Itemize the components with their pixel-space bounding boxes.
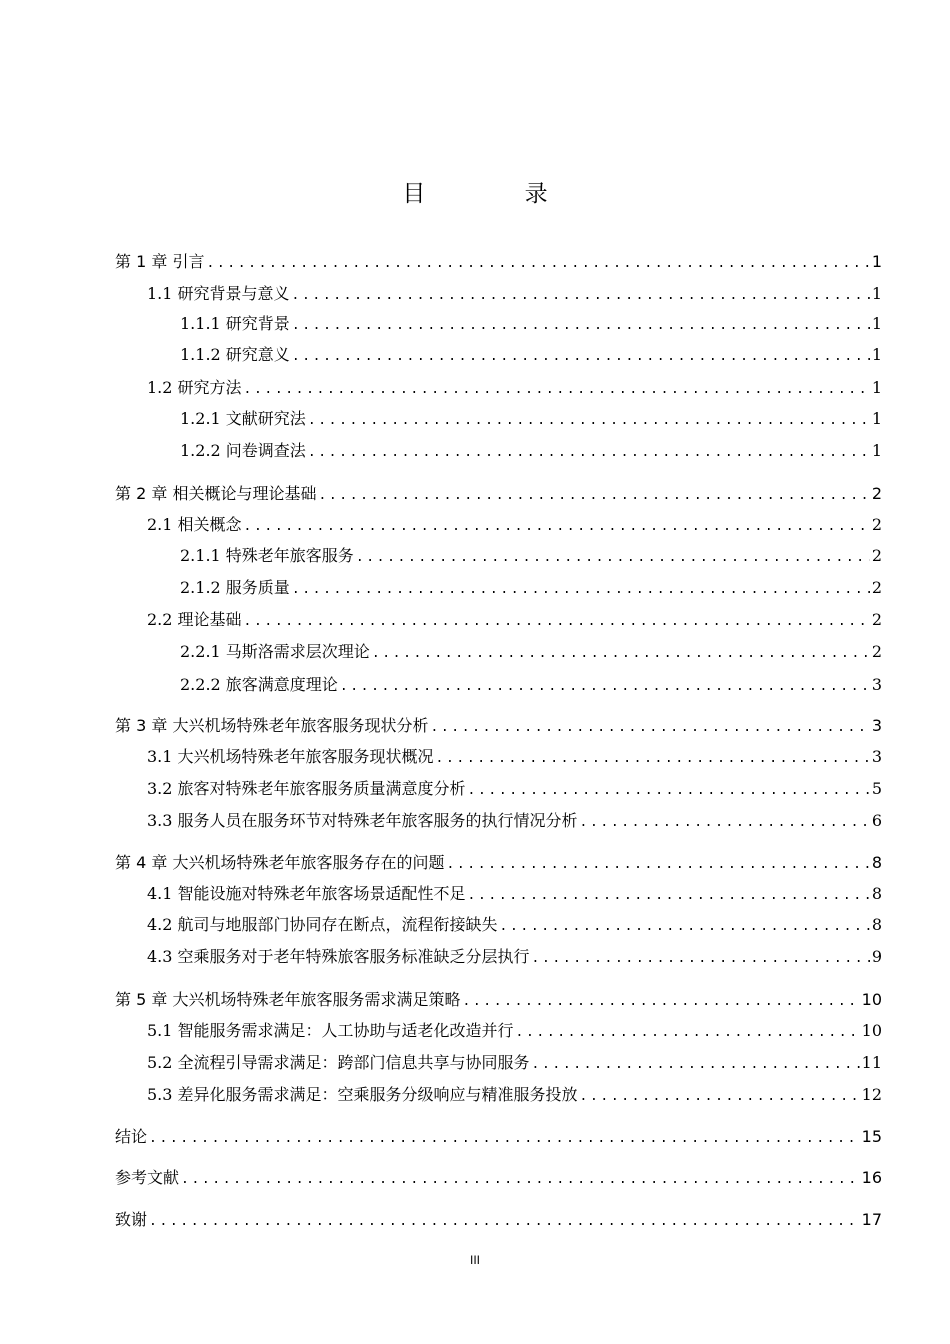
- toc-entry-page: 10: [861, 990, 882, 1009]
- toc-entry-label: 1.2.1 文献研究法: [180, 409, 306, 428]
- toc-entry-page: 3: [871, 675, 882, 694]
- toc-dot-leader: [292, 577, 870, 603]
- toc-entry-label: 3.1 大兴机场特殊老年旅客服务现状概况: [147, 747, 434, 766]
- toc-entry[interactable]: [180, 438, 882, 464]
- toc-entry[interactable]: [180, 575, 882, 601]
- toc-entry-label: 致谢: [115, 1210, 148, 1229]
- toc-entry-label: 3.2 旅客对特殊老年旅客服务质量满意度分析: [147, 779, 466, 798]
- toc-entry-label: 4.3 空乘服务对于老年特殊旅客服务标准缺乏分层执行: [147, 947, 530, 966]
- toc-entry[interactable]: [147, 808, 882, 834]
- toc-entry-label: 2.2 理论基础: [147, 610, 242, 629]
- toc-dot-leader: [244, 609, 870, 635]
- toc-entry-label: 2.1.1 特殊老年旅客服务: [180, 546, 354, 565]
- toc-dot-leader: [446, 852, 869, 878]
- toc-entry[interactable]: [147, 607, 882, 633]
- toc-entry[interactable]: [180, 672, 882, 698]
- toc-title: 目 录: [402, 181, 594, 207]
- toc-entry[interactable]: [147, 375, 882, 401]
- toc-entry[interactable]: [180, 342, 882, 368]
- toc-entry-label: 第 1 章 引言: [115, 252, 205, 271]
- toc-entry-page: 2: [871, 546, 882, 565]
- toc-entry[interactable]: [180, 311, 882, 337]
- toc-entry-page: 1: [871, 441, 882, 460]
- toc-entry[interactable]: [147, 1082, 882, 1108]
- toc-dot-leader: [292, 313, 870, 339]
- toc-entry-label: 第 4 章 大兴机场特殊老年旅客服务存在的问题: [115, 853, 445, 872]
- toc-entry[interactable]: [115, 1207, 882, 1233]
- toc-entry-label: 参考文献: [115, 1168, 180, 1187]
- toc-entry-page: 6: [871, 811, 882, 830]
- toc-entry[interactable]: [115, 1124, 882, 1150]
- toc-dot-leader: [580, 1084, 860, 1110]
- toc-dot-leader: [318, 483, 869, 509]
- toc-dot-leader: [356, 545, 870, 571]
- toc-dot-leader: [206, 251, 869, 277]
- toc-dot-leader: [516, 1020, 860, 1046]
- toc-entry-label: 5.2 全流程引导需求满足：跨部门信息共享与协同服务: [147, 1053, 530, 1072]
- toc-entry-page: 5: [871, 779, 882, 798]
- toc-entry-page: 3: [871, 716, 882, 735]
- toc-entry-page: 8: [871, 884, 882, 903]
- toc-entry-page: 1: [871, 345, 882, 364]
- toc-entry-page: 1: [871, 252, 882, 271]
- toc-entry-label: 1.2.2 问卷调查法: [180, 441, 306, 460]
- toc-entry[interactable]: [115, 713, 882, 739]
- toc-entry-page: 3: [871, 747, 882, 766]
- toc-entry-page: 11: [861, 1053, 882, 1072]
- toc-dot-leader: [436, 746, 870, 772]
- toc-dot-leader: [149, 1126, 860, 1152]
- toc-entry-page: 10: [861, 1021, 882, 1040]
- toc-entry-page: 2: [871, 642, 882, 661]
- toc-entry-label: 4.1 智能设施对特殊老年旅客场景适配性不足: [147, 884, 466, 903]
- toc-entry-label: 第 3 章 大兴机场特殊老年旅客服务现状分析: [115, 716, 429, 735]
- toc-entry[interactable]: [115, 1165, 882, 1191]
- toc-entry-page: 8: [871, 915, 882, 934]
- toc-entry[interactable]: [115, 249, 882, 275]
- toc-dot-leader: [462, 989, 859, 1015]
- toc-entry-label: 3.3 服务人员在服务环节对特殊老年旅客服务的执行情况分析: [147, 811, 578, 830]
- toc-entry-label: 1.2 研究方法: [147, 378, 242, 397]
- toc-entry-page: 1: [871, 314, 882, 333]
- toc-dot-leader: [532, 946, 870, 972]
- toc-entry[interactable]: [147, 776, 882, 802]
- toc-dot-leader: [308, 408, 870, 434]
- toc-entry[interactable]: [147, 944, 882, 970]
- toc-entry[interactable]: [147, 744, 882, 770]
- toc-entry-label: 2.1.2 服务质量: [180, 578, 290, 597]
- toc-entry-label: 5.1 智能服务需求满足：人工协助与适老化改造并行: [147, 1021, 514, 1040]
- toc-entry[interactable]: [180, 543, 882, 569]
- toc-dot-leader: [468, 778, 870, 804]
- toc-entry[interactable]: [147, 512, 882, 538]
- toc-entry[interactable]: [147, 1050, 882, 1076]
- toc-entry[interactable]: [180, 639, 882, 665]
- toc-entry-page: 9: [871, 947, 882, 966]
- toc-dot-leader: [532, 1052, 860, 1078]
- toc-entry-page: 2: [871, 484, 882, 503]
- toc-entry-label: 结论: [115, 1127, 148, 1146]
- toc-entry[interactable]: [147, 281, 882, 307]
- toc-dot-leader: [292, 283, 870, 309]
- toc-entry-label: 1.1 研究背景与意义: [147, 284, 290, 303]
- toc-entry[interactable]: [147, 912, 882, 938]
- toc-dot-leader: [149, 1209, 860, 1235]
- toc-entry-label: 5.3 差异化服务需求满足：空乘服务分级响应与精准服务投放: [147, 1085, 578, 1104]
- toc-entry-label: 1.1.2 研究意义: [180, 345, 290, 364]
- toc-dot-leader: [372, 641, 870, 667]
- toc-entry-page: 1: [871, 409, 882, 428]
- toc-entry[interactable]: [115, 987, 882, 1013]
- toc-dot-leader: [181, 1167, 860, 1193]
- toc-dot-leader: [468, 883, 870, 909]
- toc-entry-label: 2.2.2 旅客满意度理论: [180, 675, 338, 694]
- toc-entry-page: 17: [861, 1210, 882, 1229]
- toc-entry-label: 1.1.1 研究背景: [180, 314, 290, 333]
- toc-entry[interactable]: [147, 1018, 882, 1044]
- toc-entry-label: 4.2 航司与地服部门协同存在断点，流程衔接缺失: [147, 915, 498, 934]
- toc-entry-page: 15: [861, 1127, 882, 1146]
- toc-dot-leader: [308, 440, 870, 466]
- toc-entry-page: 2: [871, 578, 882, 597]
- toc-entry[interactable]: [115, 850, 882, 876]
- page-number: III: [469, 1253, 480, 1267]
- toc-entry-page: 2: [871, 610, 882, 629]
- toc-entry[interactable]: [147, 881, 882, 907]
- toc-entry-label: 第 2 章 相关概论与理论基础: [115, 484, 317, 503]
- toc-dot-leader: [340, 674, 870, 700]
- toc-entry-page: 8: [871, 853, 882, 872]
- toc-entry-label: 2.2.1 马斯洛需求层次理论: [180, 642, 370, 661]
- toc-entry-label: 第 5 章 大兴机场特殊老年旅客服务需求满足策略: [115, 990, 461, 1009]
- toc-dot-leader: [292, 344, 870, 370]
- toc-dot-leader: [244, 514, 870, 540]
- toc-entry-label: 2.1 相关概念: [147, 515, 242, 534]
- toc-dot-leader: [430, 715, 869, 741]
- toc-entry-page: 12: [861, 1085, 882, 1104]
- toc-dot-leader: [244, 377, 870, 403]
- toc-entry-page: 1: [871, 284, 882, 303]
- toc-dot-leader: [500, 914, 870, 940]
- toc-entry[interactable]: [180, 406, 882, 432]
- toc-entry[interactable]: [115, 481, 882, 507]
- toc-entry-page: 1: [871, 378, 882, 397]
- toc-dot-leader: [580, 810, 870, 836]
- toc-entry-page: 2: [871, 515, 882, 534]
- toc-entry-page: 16: [861, 1168, 882, 1187]
